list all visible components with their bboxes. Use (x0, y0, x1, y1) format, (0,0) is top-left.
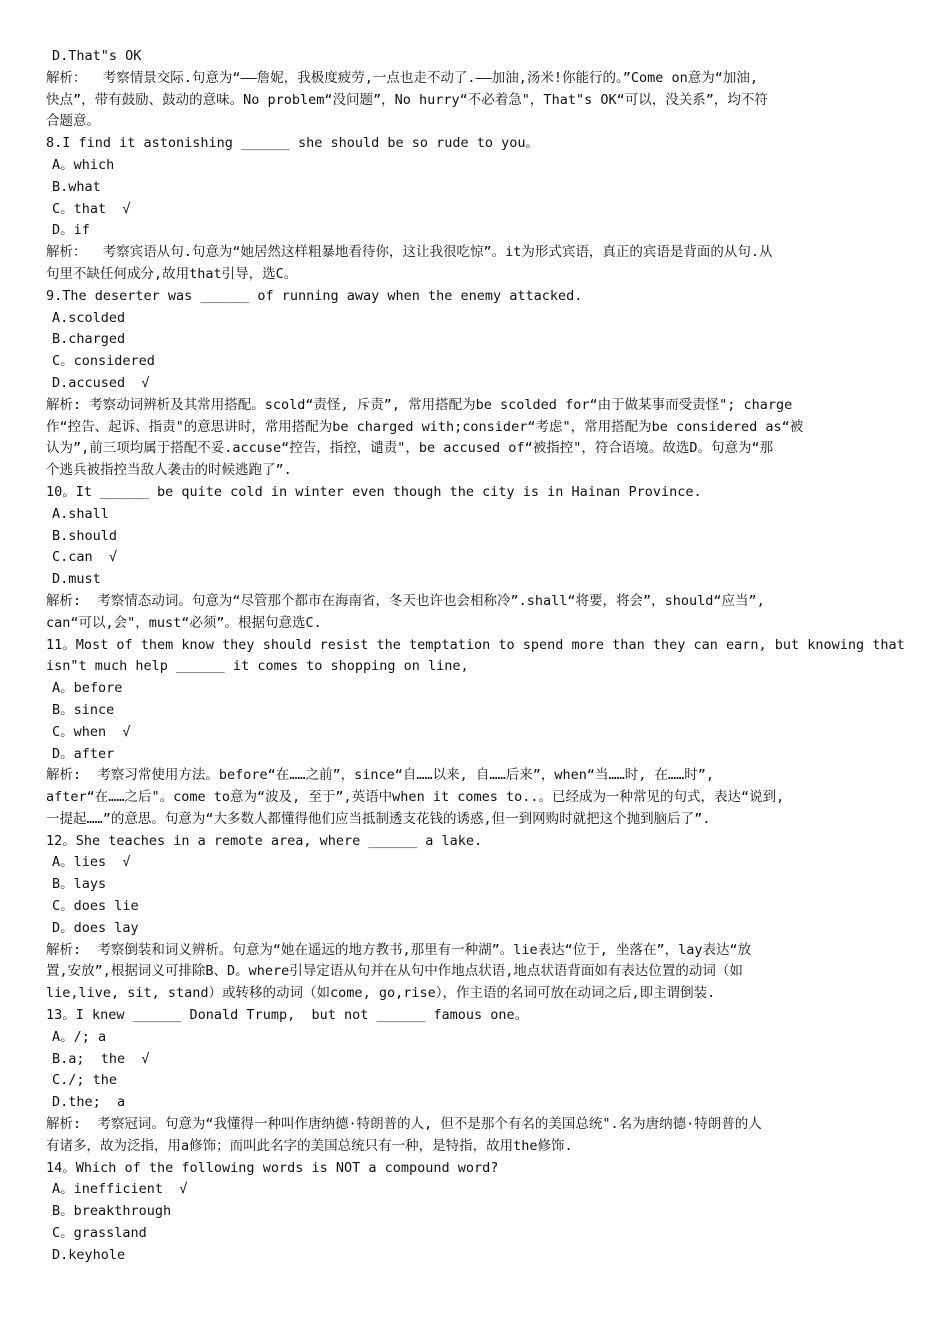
answer-option: A。lies √ (52, 854, 131, 871)
answer-option: A。inefficient √ (52, 1181, 188, 1198)
text-line: 快点”，带有鼓励、鼓动的意味。No problem“没问题”，No hurry“不必着急"，That"s OK“可以，没关系”，均不符 (46, 91, 768, 108)
answer-option: D.That"s OK (52, 48, 142, 64)
text-line: 解析: 考察冠词。句意为“我懂得一种叫作唐纳德·特朗普的人, 但不是那个有名的美国总统".名为唐纳德·特朗普的人 (46, 1116, 762, 1133)
text-line: isn"t much help ______ it comes to shopping on line, (46, 658, 469, 675)
answer-option: D.the; a (52, 1094, 126, 1111)
answer-option: D.keyhole (52, 1246, 126, 1263)
text-line: 解析: 考察倒装和词义辨析。句意为“她在遥远的地方教书,那里有一种湖”。lie表达“位于, 坐落在”，lay表达“放 (46, 941, 752, 958)
answer-option: D.accused √ (52, 374, 150, 391)
answer-option: B。breakthrough (52, 1203, 172, 1220)
text-line: 作“控告、起诉、指责"的意思讲时，常用搭配为be charged with;consider“考虑"，常用搭配为be considered as“被 (46, 418, 804, 435)
text-line: lie,live, sit, stand）或转移的动词（如come, go,rise），作主语的名词可放在动词之后,即主谓倒装. (46, 985, 716, 1002)
answer-option: B.what (52, 178, 101, 195)
text-line: 置,安放”,根据词义可排除B、D。where引导定语从句并在从句中作地点状语,地点状语背面如有表达位置的动词（如 (46, 963, 743, 980)
answer-option: A.scolded (52, 309, 126, 326)
answer-option: D。if (52, 222, 90, 239)
answer-option: C。when √ (52, 723, 131, 740)
text-line: 解析： 考察情景交际.句意为“——詹妮，我极度疲劳,一点也走不动了.——加油,汤米!你能行的。”Come on意为“加油, (46, 69, 759, 86)
answer-option: B。since (52, 701, 115, 718)
text-line: 一提起……”的意思。句意为“大多数人都懂得他们应当抵制透支花钱的诱惑,但一到网购时就把这个抛到脑后了”. (46, 810, 711, 827)
answer-option: A。which (52, 156, 115, 173)
answer-option: D。does lay (52, 919, 139, 936)
text-line: 合题意。 (46, 113, 100, 130)
text-line: can“可以,会"，must“必须”。根据句意选C. (46, 614, 322, 631)
answer-option: C。that √ (52, 200, 131, 217)
text-line: 12。She teaches in a remote area, where ______ a lake. (46, 832, 483, 849)
answer-option: B.charged (52, 331, 126, 348)
answer-option: D。after (52, 745, 115, 762)
answer-option: D.must (52, 571, 101, 588)
answer-option: A。before (52, 680, 123, 697)
text-line: 句里不缺任何成分,故用that引导，选C。 (46, 265, 298, 282)
text-line: 解析: 考察习常使用方法。before“在……之前”，since“自……以来, 自……后来”，when“当……时, 在……时”, (46, 767, 714, 784)
answer-option: B。lays (52, 876, 107, 893)
text-line: 13。I knew ______ Donald Trump, but not ______ famous one。 (46, 1007, 529, 1024)
answer-option: C。considered (52, 353, 155, 370)
answer-option: C./; the (52, 1072, 118, 1089)
text-line: after“在……之后"。come to意为“波及, 至于”,英语中when it comes to..。已经成为一种常见的句式，表达“说到, (46, 789, 785, 806)
document-page (46, 46, 906, 1267)
text-line: 8.I find it astonishing ______ she should be so rude to you。 (46, 135, 540, 152)
text-line: 认为”,前三项均属于搭配不妥.accuse“控告，指控，谴责"，be accused of“被指控"，符合语境。故选D。句意为“那 (46, 440, 774, 457)
answer-option: B.should (52, 527, 118, 544)
answer-option: A。/; a (52, 1028, 107, 1045)
text-line: 解析: 考察动词辨析及其常用搭配。scold“责怪, 斥责”, 常用搭配为be scolded for“由于做某事而受责怪"; charge (46, 396, 793, 413)
answer-option: B.a; the √ (52, 1050, 150, 1067)
text-line: 有诸多，故为泛指，用a修饰；而叫此名字的美国总统只有一种，是特指，故用the修饰. (46, 1137, 573, 1154)
answer-option: C。grassland (52, 1225, 147, 1242)
text-line: 11。Most of them know they should resist the temptation to spend more than they can earn, but knowing that (46, 636, 905, 653)
text-line: 个逃兵被指控当敌人袭击的时候逃跑了”. (46, 462, 292, 479)
answer-option: C。does lie (52, 898, 139, 915)
text-line: 14。Which of the following words is NOT a compound word? (46, 1159, 499, 1176)
answer-option: C.can √ (52, 549, 118, 566)
text-line: 解析: 考察情态动词。句意为“尽管那个都市在海南省，冬天也许也会相称冷”.shall“将要，将会”，should“应当”, (46, 592, 765, 609)
text-line: 9.The deserter was ______ of running away when the enemy attacked. (46, 287, 583, 304)
text-line: 10。It ______ be quite cold in winter even though the city is in Hainan Province. (46, 483, 702, 500)
answer-option: A.shall (52, 505, 109, 522)
text-line: 解析： 考察宾语从句.句意为“她居然这样粗暴地看待你，这让我很吃惊”。it为形式宾语，真正的宾语是背面的从句.从 (46, 244, 773, 261)
